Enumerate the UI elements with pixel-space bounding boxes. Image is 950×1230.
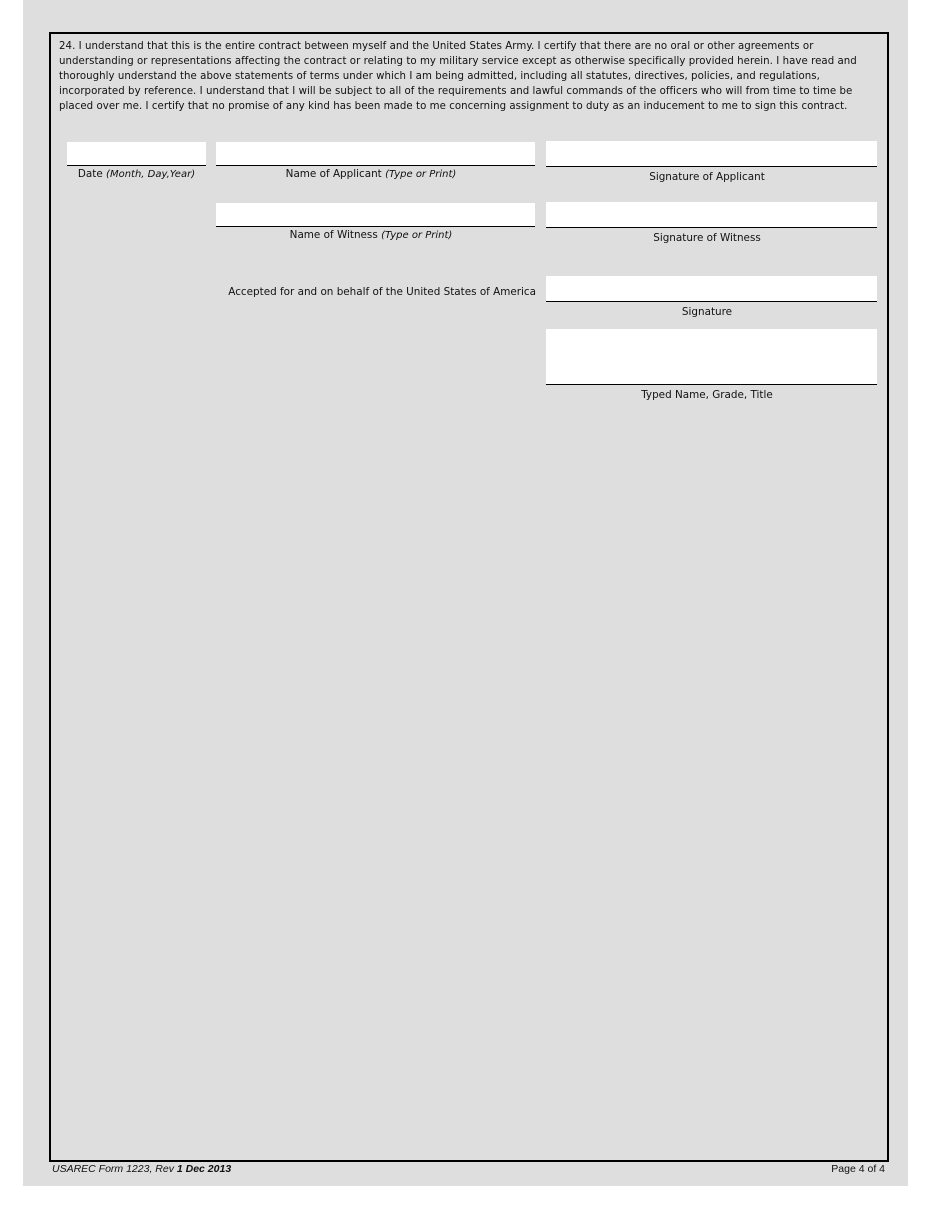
accepted-label: Accepted for and on behalf of the United States of America [228,286,536,298]
applicant-name-label: Name of Applicant (Type or Print) [285,168,457,180]
date-label: Date (Month, Day,Year) [77,168,196,180]
typed-name-label: Typed Name, Grade, Title [641,389,773,401]
signature-label: Signature [681,306,733,318]
typed-name-field[interactable] [546,329,877,385]
applicant-signature-label: Signature of Applicant [649,171,765,183]
witness-signature-field[interactable] [546,202,877,228]
form-number: USAREC Form 1223, Rev 1 Dec 2013 [52,1163,232,1175]
applicant-signature-field[interactable] [546,141,877,167]
witness-name-field[interactable] [216,203,535,227]
applicant-name-field[interactable] [216,142,535,166]
date-field[interactable] [67,142,206,166]
witness-signature-label: Signature of Witness [653,232,761,244]
signature-field[interactable] [546,276,877,302]
witness-name-label: Name of Witness (Type or Print) [289,229,453,241]
page-number: Page 4 of 4 [831,1163,885,1175]
item-24-statement: 24. I understand that this is the entire contract between myself and the United States Army. I certify that there are no oral or other agreements or understanding or representations affecting the contract or relating to my military service except as otherwise specifically provided herein. I have read and thoroughly understand the above statements of terms under which I am being admitted, including all statutes, directives, policies, and regulations, incorporated by reference. I understand that I will be subject to all of the requirements and lawful commands of the officers who will from time to time be placed over me. I certify that no promise of any kind has been made to me concerning assignment to duty as an inducement to me to sign this contract. [59,41,857,112]
